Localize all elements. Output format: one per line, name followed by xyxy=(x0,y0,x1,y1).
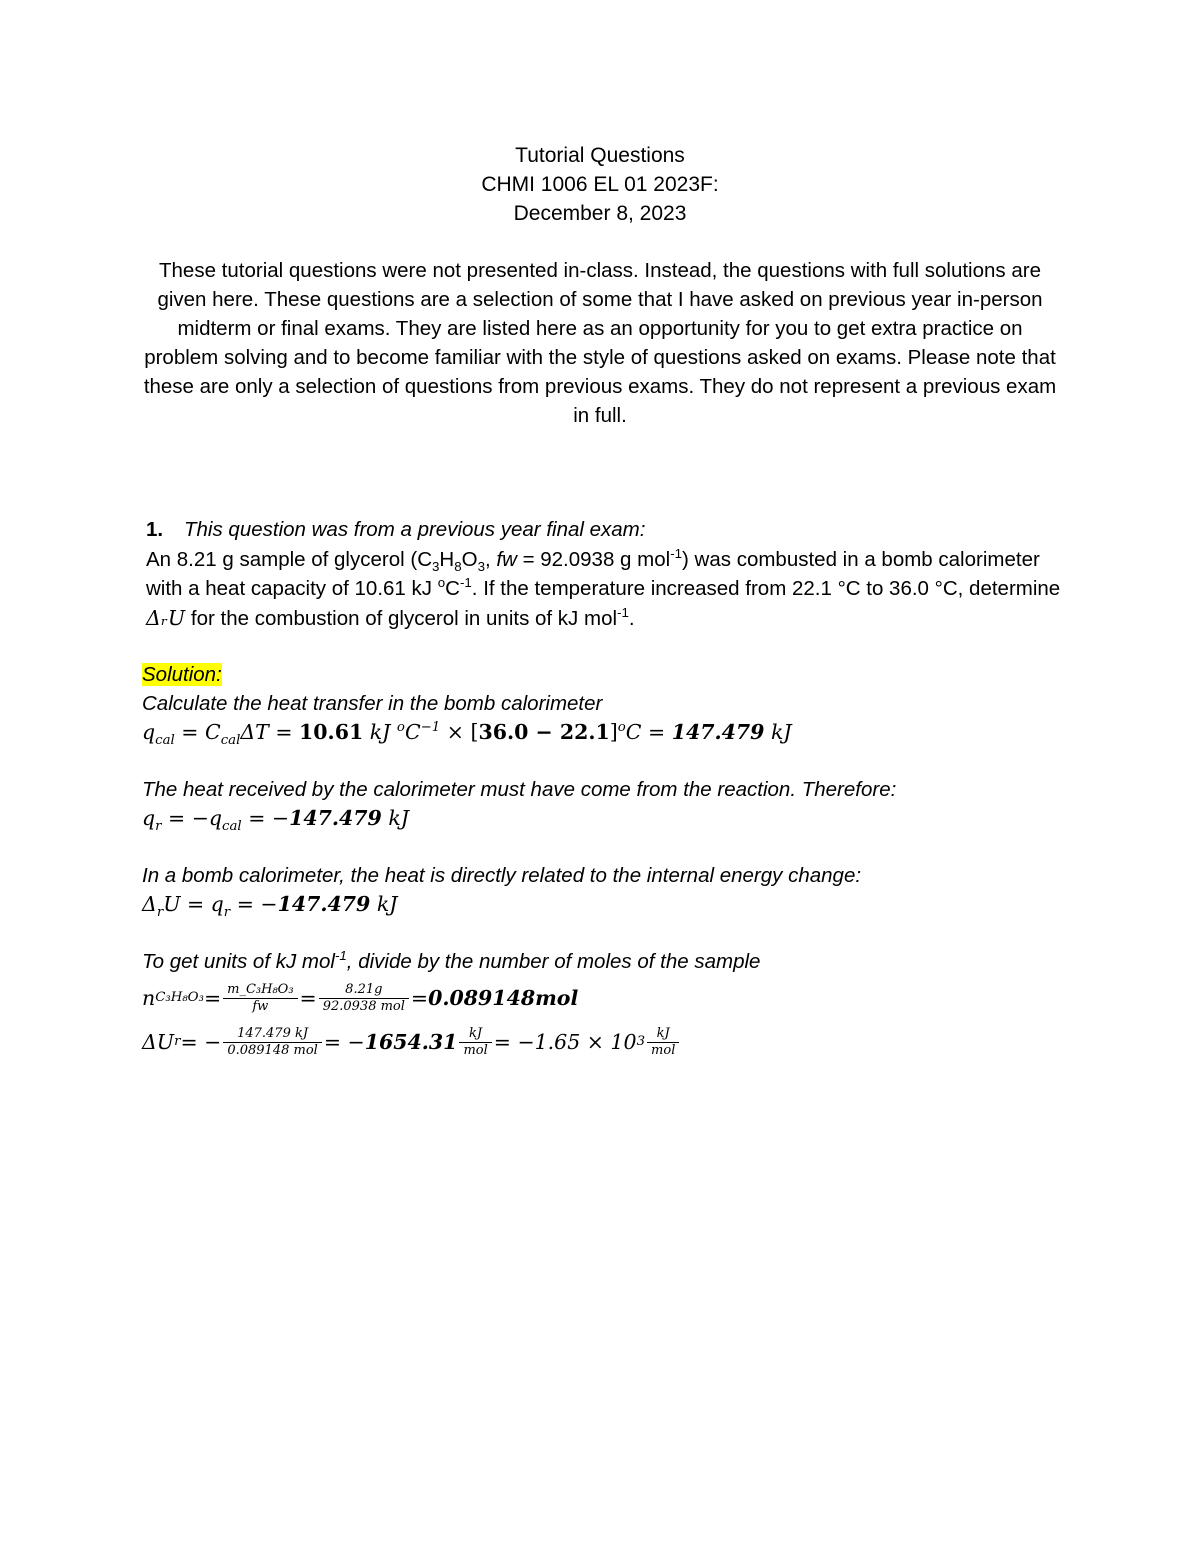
eq1-j: C = xyxy=(625,720,672,744)
eq4-frac2-den: 92.0938 mol xyxy=(319,998,409,1015)
eq1-sub-b: cal xyxy=(220,733,241,749)
eq4-frac1-den: fw xyxy=(223,998,297,1015)
q-text-g: C xyxy=(445,577,460,600)
document-date: December 8, 2023 xyxy=(513,202,687,225)
eq1-l: kJ xyxy=(764,720,792,744)
eq5-frac2-num: kJ xyxy=(469,1025,483,1041)
eq5-frac-2 xyxy=(459,1026,491,1059)
eq1-d: 10.61 xyxy=(299,720,364,744)
q-text-j: . xyxy=(628,606,635,630)
eq5-frac-3 xyxy=(647,1026,679,1059)
equation-2 xyxy=(142,804,1082,833)
equation-4: n C₃H₈O₃ = $\frac{\text{m\_C₃H₈O₃}}{fw}$ = $\frac{8.21g}{\text{92.0938 mol}}$ = 0.089148mol xyxy=(142,981,579,1014)
eq4-eq2: = xyxy=(299,985,317,1010)
eq1-deg: o xyxy=(396,720,405,736)
question-number: 1. xyxy=(146,518,164,541)
eq3-b: U = q xyxy=(163,892,224,916)
eq5-frac1-den: 0.089148 mol xyxy=(223,1042,321,1059)
eq5-frac3-den: mol xyxy=(647,1042,679,1059)
eq4-eq: = xyxy=(203,985,222,1010)
eq1-f: C xyxy=(404,720,421,744)
eq2-d: 147.479 xyxy=(289,806,382,830)
eq1-sub-a: cal xyxy=(155,733,175,749)
q-sub-o: 3 xyxy=(477,558,485,574)
eq5-frac2-den: mol xyxy=(459,1042,491,1059)
eq2-sub-b: cal xyxy=(222,819,242,835)
eq3-e: kJ xyxy=(370,892,398,916)
q-text-f: ) was combusted in a bomb calorimeter with a heat capacity of 10.61 kJ xyxy=(146,547,1040,600)
document-header xyxy=(0,141,1200,228)
solution-step-2: The heat received by the calorimeter must have come from the reaction. Therefore: xyxy=(142,778,897,801)
q-delta-u: ΔᵣU xyxy=(146,605,186,630)
eq1-e: kJ xyxy=(363,720,397,744)
eq1-h: 36.0 − 22.1 xyxy=(478,720,610,744)
equation-5: ΔU r = − $\frac{147.479 kJ}{\text{0.089148 mol}}$ = − 1654.31 $\frac{kJ}{\text{mol}}$ = −1.65 × 10 3 $\frac{kJ}{\text{mol}}$ xyxy=(142,1020,1082,1064)
eq5-a: ΔU xyxy=(142,1029,175,1054)
q-text-a: An 8.21 g sample of glycerol (C xyxy=(146,547,432,571)
solution-block xyxy=(142,660,1082,1064)
eq1-b: = C xyxy=(174,720,221,744)
q-sub-h: 8 xyxy=(454,558,462,574)
equation-1 xyxy=(142,718,1082,747)
eq1-sup: −1 xyxy=(420,720,441,736)
q-text-i: for the combustion of glycerol in units of kJ mol xyxy=(185,606,618,630)
eq2-b: = −q xyxy=(161,806,223,830)
q-sub-c: 3 xyxy=(432,558,440,574)
eq5-eq2: = − xyxy=(323,1029,365,1054)
eq1-c: ΔT = xyxy=(240,720,300,744)
eq4-eq3: = xyxy=(410,985,429,1010)
q-fw-label: fw xyxy=(496,547,517,571)
question-1 xyxy=(146,515,1066,633)
eq3-a: Δ xyxy=(142,892,157,916)
eq1-k: 147.479 xyxy=(671,720,765,744)
eq3-sub-b: r xyxy=(223,905,231,921)
eq5-eq3: = −1.65 × 10 xyxy=(493,1029,637,1054)
eq5-eq: = − xyxy=(180,1029,222,1054)
q-sup-1: -1 xyxy=(670,545,683,561)
intro-paragraph: These tutorial questions were not presented in-class. Instead, the questions with full solutions are given here. These questions are a selection of some that I have asked on previous year in-person midterm or final exams. They are listed here as an opportunity for you to get extra practice on problem solving and to become familiar with the style of questions asked on exams. Please note that these are only a selection of questions from previous exams. They do not represent a previous exam in full. xyxy=(143,259,1057,427)
eq2-c: = − xyxy=(241,806,290,830)
q-text-c: O xyxy=(461,547,478,571)
q-text-e: = 92.0938 g mol xyxy=(516,547,671,571)
eq4-a: n xyxy=(142,985,156,1010)
eq2-sub-a: r xyxy=(155,819,162,835)
q-sup-3: -1 xyxy=(617,604,629,620)
step4-b: , divide by the number of moles of the sample xyxy=(346,950,761,973)
eq3-c: = − xyxy=(230,892,278,916)
step4-a: To get units of kJ mol xyxy=(142,950,335,973)
course-code: CHMI 1006 EL 01 2023F: xyxy=(481,173,719,196)
eq1-a: q xyxy=(142,720,156,744)
question-source: This question was from a previous year final exam: xyxy=(184,518,646,541)
solution-label: Solution: xyxy=(142,663,222,686)
q-text-h: . If the temperature increased from 22.1 °C to 36.0 °C, determine xyxy=(471,577,1061,600)
eq1-g: × [ xyxy=(440,720,479,744)
eq4-frac-1 xyxy=(223,982,297,1015)
eq4-frac-2 xyxy=(319,982,409,1015)
eq3-sub-a: r xyxy=(156,905,164,921)
document-title: Tutorial Questions xyxy=(515,144,685,167)
q-sup-2: -1 xyxy=(459,575,472,591)
eq2-e: kJ xyxy=(381,806,409,830)
question-text xyxy=(146,545,1066,634)
q-text-d: , xyxy=(484,547,497,571)
equation-3 xyxy=(142,890,1082,919)
solution-step-3: In a bomb calorimeter, the heat is directly related to the internal energy change: xyxy=(142,864,862,887)
eq4-result: 0.089148mol xyxy=(428,985,579,1010)
eq4-frac2-num: 8.21g xyxy=(345,981,383,997)
eq4-frac1-num: m_C₃H₈O₃ xyxy=(227,981,294,997)
eq5-frac-1 xyxy=(223,1026,321,1059)
q-deg-sup: o xyxy=(437,575,446,591)
eq3-d: 147.479 xyxy=(277,892,371,916)
eq5-frac1-num: 147.479 kJ xyxy=(237,1025,309,1041)
eq2-a: q xyxy=(142,806,156,830)
eq5-val1: 1654.31 xyxy=(364,1029,458,1054)
solution-step-4 xyxy=(142,947,1082,976)
step4-sup: -1 xyxy=(334,948,347,964)
eq5-frac3-num: kJ xyxy=(656,1025,670,1041)
eq1-deg2: o xyxy=(617,720,626,736)
eq1-i: ] xyxy=(609,720,618,744)
solution-step-1: Calculate the heat transfer in the bomb calorimeter xyxy=(142,692,603,715)
q-text-b: H xyxy=(439,547,455,571)
